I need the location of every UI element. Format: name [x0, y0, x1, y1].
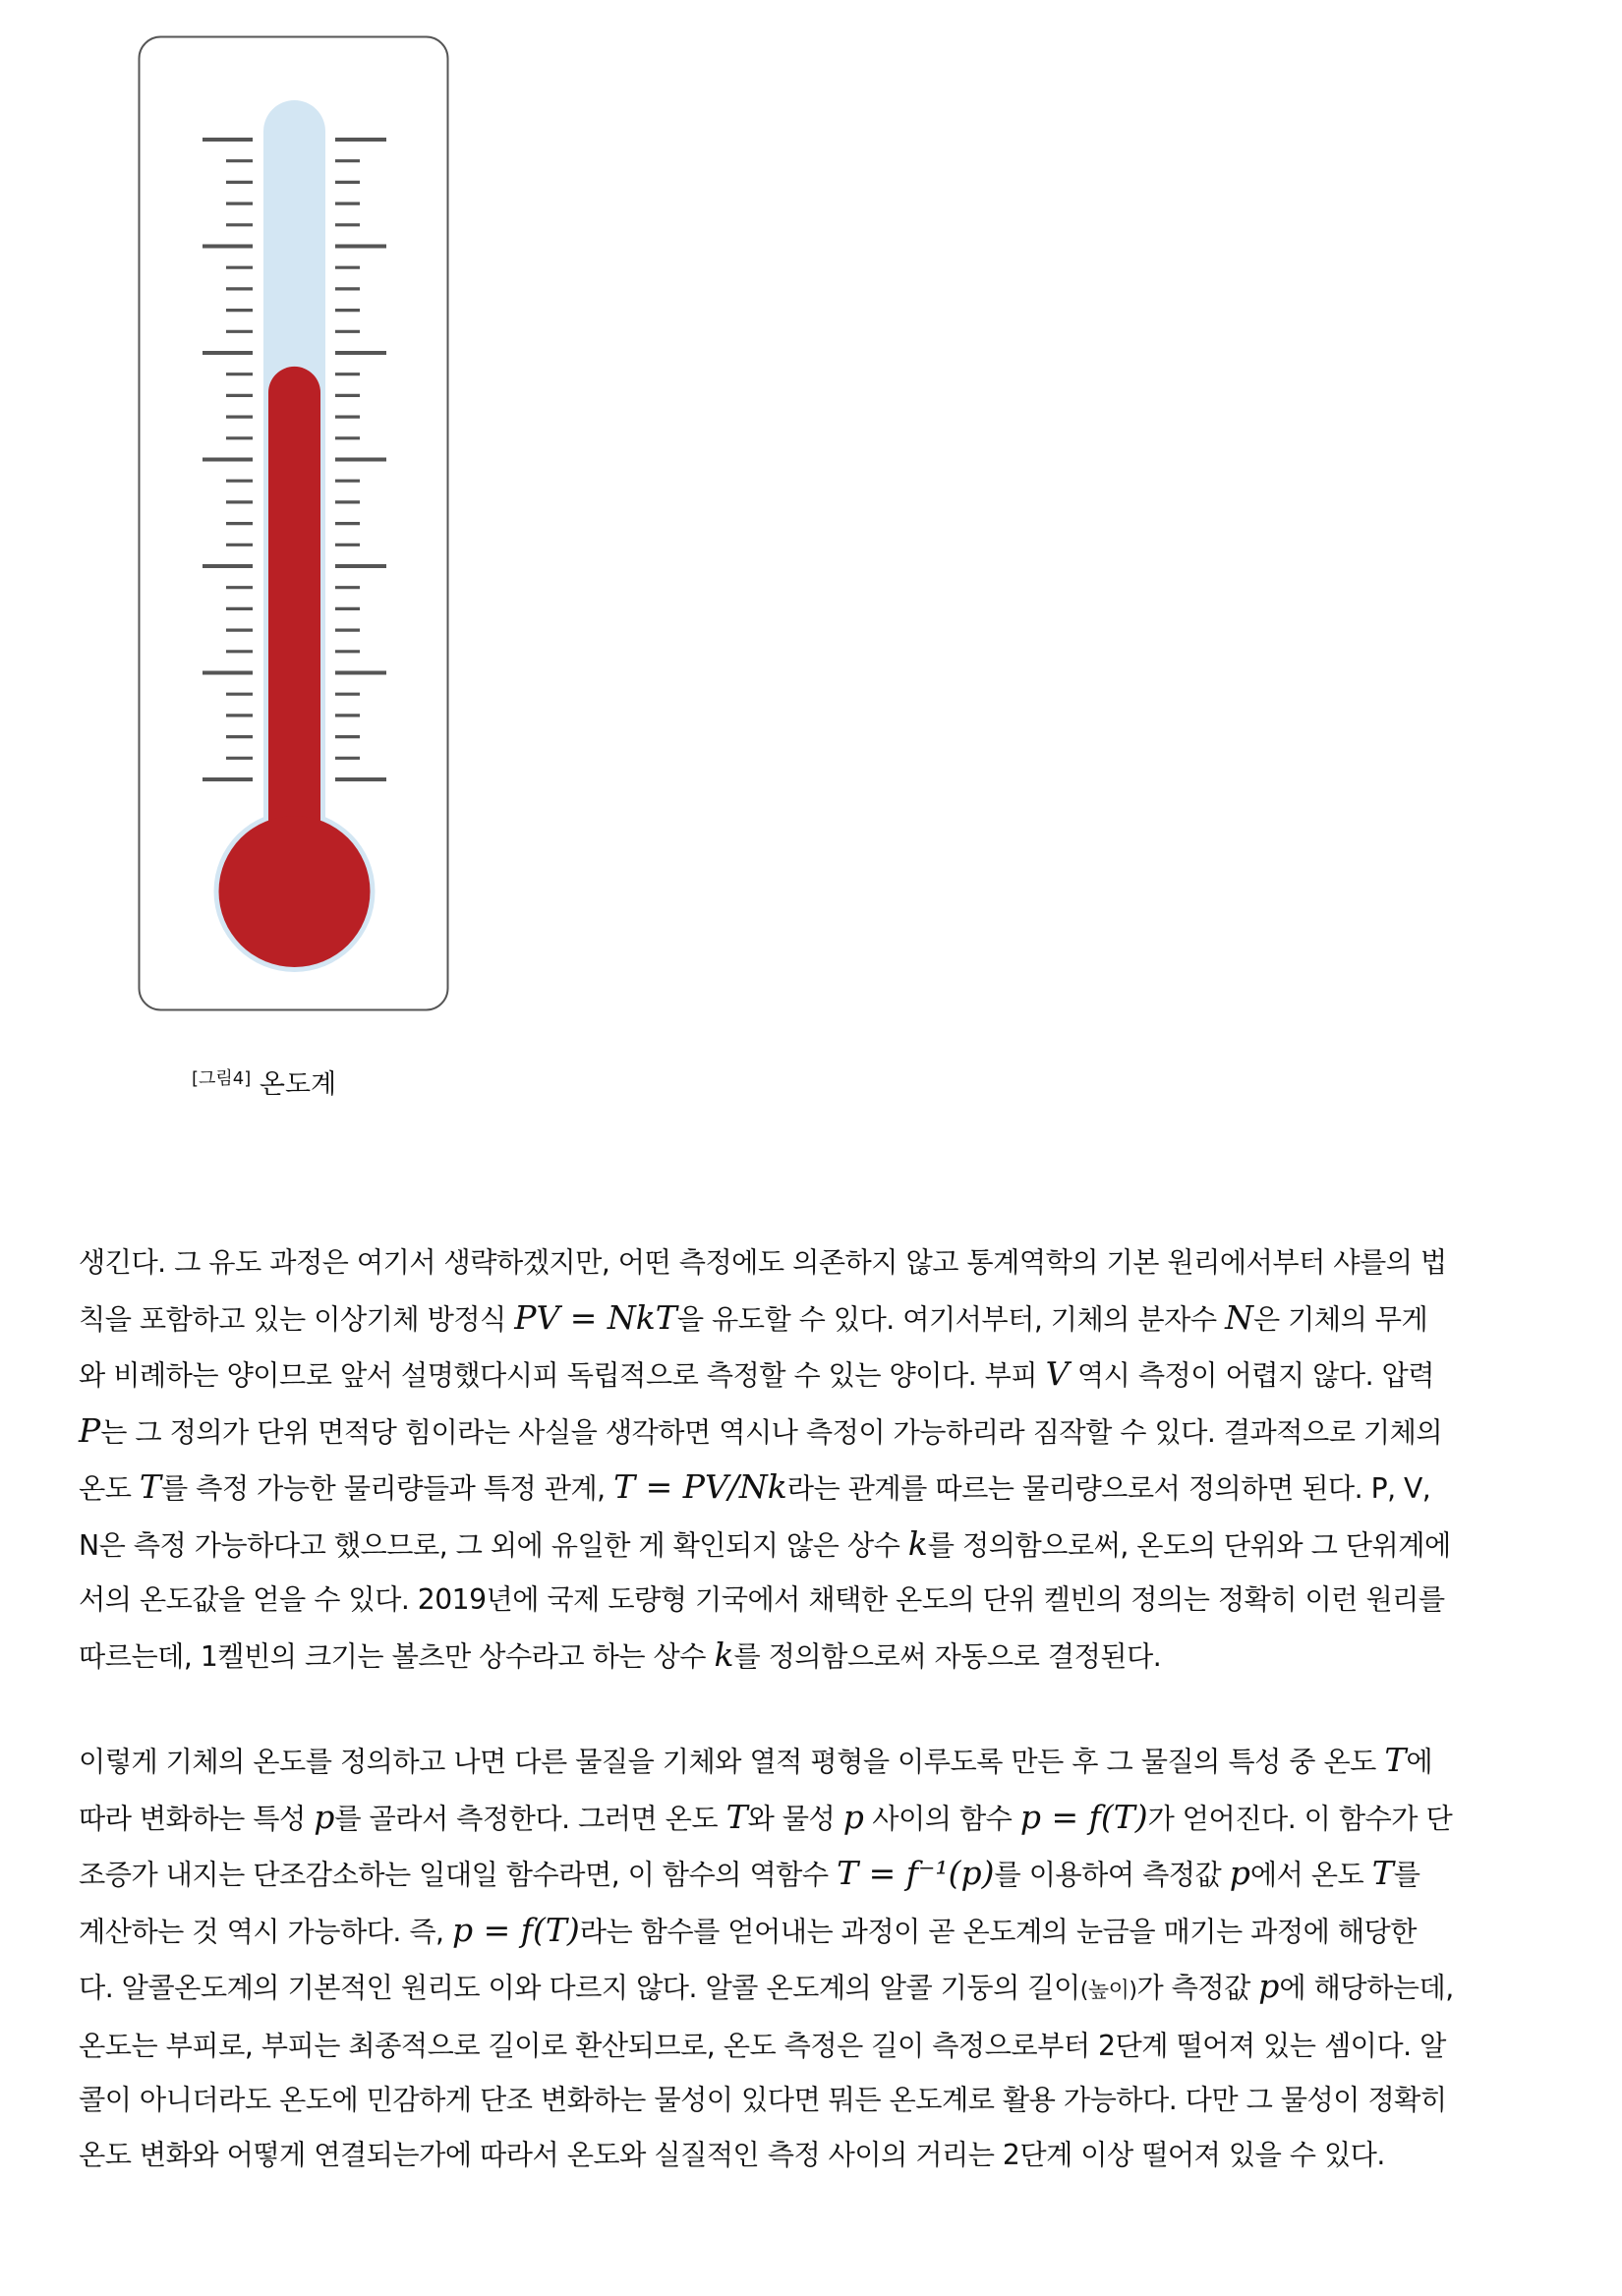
text-line: [79, 1733, 1553, 1790]
math-temperature-definition: T = PV/Nk: [613, 1467, 787, 1506]
text-run: 이렇게 기체의 온도를 정의하고 나면 다른 물질을 기체와 열적 평형을 이루도록 만든 후 그 물질의 특성 중 온도: [79, 1746, 1385, 1778]
text-run: 는 그 정의가 단위 면적당 힘이라는 사실을 생각하면 역시나 측정이 가능하리라 짐작할 수 있다. 결과적으로 기체의: [100, 1415, 1443, 1449]
text-run: 와 물성: [747, 1802, 843, 1835]
figure-caption: [192, 1062, 336, 1103]
text-line: [79, 1903, 1553, 1960]
math-var-k: k: [907, 1523, 928, 1563]
text-run: N은 측정 가능하다고 했으므로, 그 외에 유일한 게 확인되지 않은 상수: [79, 1528, 908, 1562]
text-run: 칙을 포함하고 있는 이상기체 방정식: [79, 1302, 515, 1336]
math-var-T: T: [725, 1797, 748, 1836]
paragraph-ideal-gas-temperature: [79, 1235, 1553, 1684]
text-line: [79, 1460, 1553, 1517]
math-var-T: T: [1384, 1741, 1407, 1779]
math-inverse-function: T = f⁻¹(p): [837, 1854, 995, 1892]
math-var-k: k: [714, 1635, 734, 1674]
text-run: 를 측정 가능한 물리량들과 특정 관계,: [160, 1472, 614, 1505]
text-line: [79, 2019, 1553, 2074]
figure-caption-text: 온도계: [259, 1069, 337, 1100]
thermometer-illustration: [138, 35, 449, 1011]
text-line: [79, 1573, 1553, 1628]
text-run: 따르는데, 1켈빈의 크기는 볼츠만 상수라고 하는 상수: [79, 1639, 715, 1673]
text-run: 라는 관계를 따르는 물리량으로서 정의하면 된다. P, V,: [786, 1472, 1431, 1505]
text-run: 에 해당하는데,: [1279, 1972, 1454, 2004]
text-line: [79, 1517, 1553, 1574]
text-run: 온도 변화와 어떻게 연결되는가에 따라서 온도와 실질적인 측정 사이의 거리는 2단계 이상 떨어져 있을 수 있다.: [79, 2138, 1385, 2171]
thermometer-bulb: [219, 816, 371, 967]
text-run: 서의 온도값을 얻을 수 있다. 2019년에 국제 도량형 기국에서 채택한 온도의 단위 켈빈의 정의는 정확히 이런 원리를: [79, 1583, 1445, 1616]
text-run: 생긴다. 그 유도 과정은 여기서 생략하겠지만, 어떤 측정에도 의존하지 않고 통계역학의 기본 원리에서부터 샤를의 법: [79, 1246, 1447, 1279]
text-line: [79, 1347, 1553, 1404]
text-run: 사이의 함수: [863, 1802, 1020, 1835]
text-run: 라는 함수를 얻어내는 과정이 곧 온도계의 눈금을 매기는 과정에 해당한: [579, 1915, 1418, 1948]
text-run: 를 골라서 측정한다. 그러면 온도: [334, 1802, 726, 1835]
text-run: 계산하는 것 역시 가능하다. 즉,: [79, 1915, 452, 1948]
text-run: 가 측정값: [1136, 1972, 1259, 2004]
text-line: [79, 1846, 1553, 1903]
math-var-p: p: [1229, 1854, 1250, 1892]
text-line: [79, 1959, 1553, 2019]
paragraph-thermometer-calibration: [79, 1733, 1553, 2182]
text-line: [79, 2128, 1553, 2183]
text-run: 에서 온도: [1249, 1859, 1372, 1891]
math-var-T: T: [139, 1467, 161, 1506]
math-var-N: N: [1225, 1297, 1253, 1337]
text-line: [79, 1235, 1553, 1291]
text-run: 조증가 내지는 단조감소하는 일대일 함수라면, 이 함수의 역함수: [79, 1859, 838, 1891]
math-var-p: p: [314, 1797, 335, 1836]
text-run: 다. 알콜온도계의 기본적인 원리도 이와 다르지 않다. 알콜 온도계의 알콜 기둥의 길이: [79, 1972, 1080, 2004]
text-run: 역시 측정이 어렵지 않다. 압력: [1069, 1359, 1434, 1392]
math-var-P: P: [79, 1410, 101, 1450]
text-line: [79, 2073, 1553, 2128]
text-line: [79, 1628, 1553, 1685]
text-run: 을 유도할 수 있다. 여기서부터, 기체의 분자수: [676, 1302, 1226, 1336]
math-var-T: T: [1371, 1854, 1394, 1892]
math-ideal-gas-law: PV = NkT: [514, 1297, 677, 1337]
text-run: 와 비례하는 양이므로 앞서 설명했다시피 독립적으로 측정할 수 있는 양이다. 부피: [79, 1359, 1046, 1392]
text-run: 콜이 아니더라도 온도에 민감하게 단조 변화하는 물성이 있다면 뭐든 온도계로 활용 가능하다. 다만 그 물성이 정확히: [79, 2084, 1447, 2116]
figure-caption-tag: [그림4]: [192, 1068, 252, 1089]
text-run: 가 얻어진다. 이 함수가 단: [1147, 1802, 1453, 1835]
text-run: 온도는 부피로, 부피는 최종적으로 길이로 환산되므로, 온도 측정은 길이 측정으로부터 2단계 떨어져 있는 셈이다. 알: [79, 2029, 1446, 2062]
text-run: 를 정의함으로써 자동으로 결정된다.: [733, 1639, 1162, 1673]
text-line: [79, 1790, 1553, 1847]
math-var-p: p: [842, 1797, 864, 1836]
math-function-p-of-T: p = f(T): [451, 1910, 580, 1949]
text-run: 를 정의함으로써, 온도의 단위와 그 단위계에: [927, 1528, 1451, 1562]
text-run: 온도: [79, 1472, 140, 1505]
text-run: 따라 변화하는 특성: [79, 1802, 315, 1835]
math-function-p-of-T: p = f(T): [1019, 1797, 1148, 1836]
text-run: 를: [1393, 1859, 1420, 1891]
text-run: 를 이용하여 측정값: [994, 1859, 1230, 1891]
math-var-p: p: [1258, 1967, 1280, 2005]
text-run-small: (높이): [1079, 1979, 1137, 2003]
text-run: 에: [1406, 1746, 1433, 1778]
text-line: [79, 1404, 1553, 1461]
text-run: 은 기체의 무게: [1252, 1302, 1428, 1336]
math-var-V: V: [1045, 1354, 1070, 1393]
text-line: [79, 1291, 1553, 1348]
